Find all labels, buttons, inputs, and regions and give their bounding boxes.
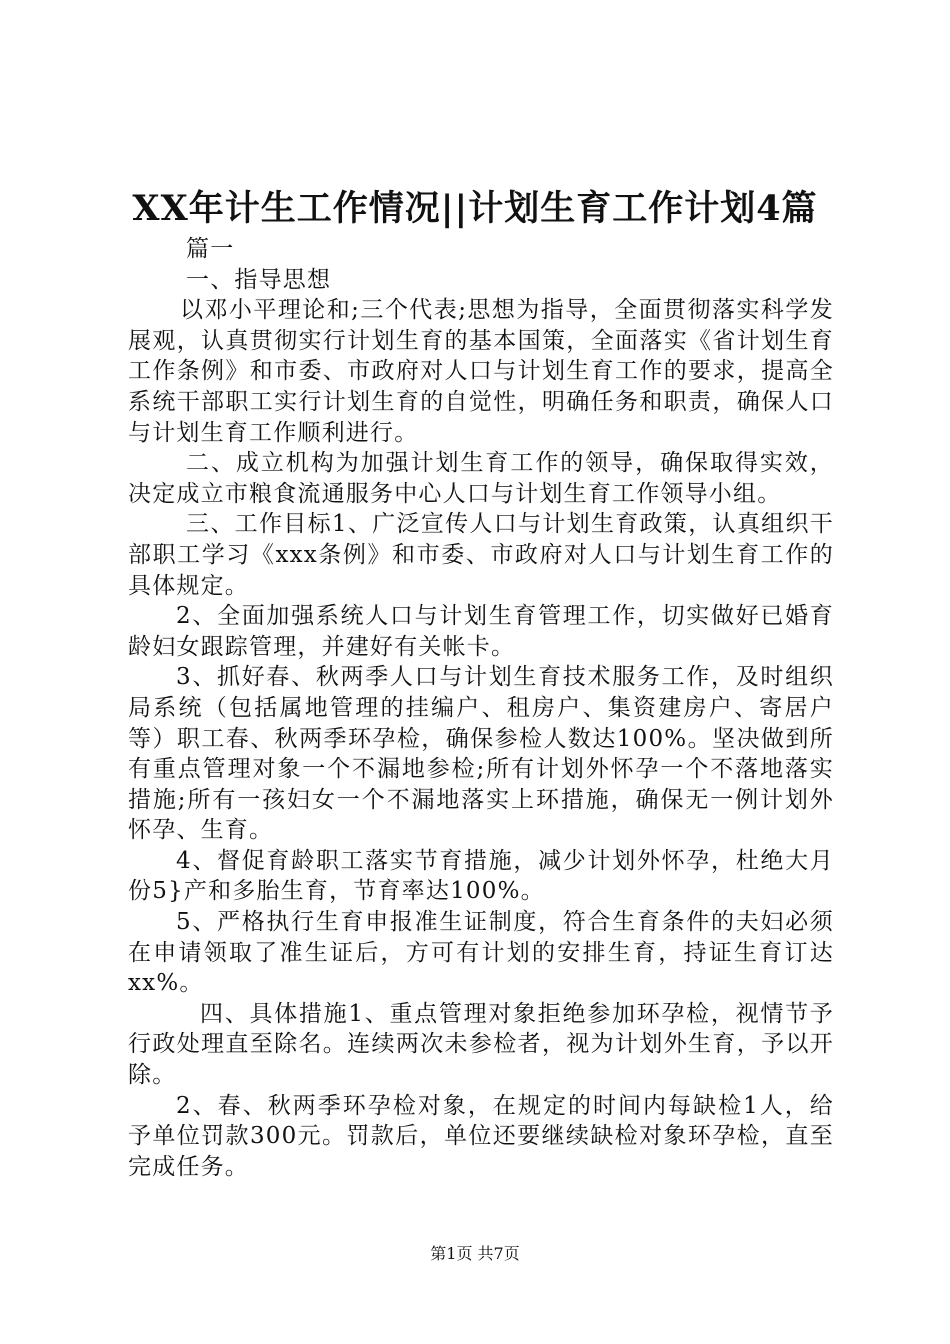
- paragraph: 二、成立机构为加强计划生育工作的领导，确保取得实效，决定成立市粮食流通服务中心人口与计划生育工作领导小组。: [128, 450, 834, 507]
- paragraph: 3、抓好春、秋两季人口与计划生育技术服务工作，及时组织局系统（包括属地管理的挂编户、租房户、集资建房户、寄居户等）职工春、秋两季环孕检，确保参检人数达100%。坚决做到所有重点管理对象一个不漏地参检;所有计划外怀孕一个不落地落实措施;所有一孩妇女一个不漏地落实上环措施，确保无一例计划外怀孕、生育。: [128, 664, 834, 844]
- paragraph: 四、具体措施1、重点管理对象拒绝参加环孕检，视情节予行政处理直至除名。连续两次未参检者，视为计划外生育，予以开除。: [128, 1000, 834, 1089]
- paragraph: 以邓小平理论和;三个代表;思想为指导，全面贯彻落实科学发展观，认真贯彻实行计划生育的基本国策，全面落实《省计划生育工作条例》和市委、市政府对人口与计划生育工作的要求，提高全系统干部职工实行计划生育的自觉性，明确任务和职责，确保人口与计划生育工作顺利进行。: [128, 297, 834, 446]
- page-footer: 第1页 共7页: [430, 1244, 520, 1263]
- subsection-heading: 一、指导思想: [186, 266, 332, 293]
- paragraph: 三、工作目标1、广泛宣传人口与计划生育政策，认真组织干部职工学习《xxx条例》和市委、市政府对人口与计划生育工作的具体规定。: [128, 511, 834, 599]
- paragraph: 2、全面加强系统人口与计划生育管理工作，切实做好已婚育龄妇女跟踪管理，并建好有关帐卡。: [128, 603, 834, 660]
- document-title: XX年计生工作情况||计划生育工作计划4篇: [132, 188, 818, 229]
- paragraph: 5、严格执行生育申报准生证制度，符合生育条件的夫妇必须在申请领取了准生证后，方可有计划的安排生育，持证生育订达xx%。: [128, 909, 834, 997]
- section-heading: 篇一: [186, 236, 235, 262]
- paragraph: 2、春、秋两季环孕检对象，在规定的时间内每缺检1人，给予单位罚款300元。罚款后，单位还要继续缺检对象环孕检，直至完成任务。: [128, 1092, 834, 1180]
- paragraph: 4、督促育龄职工落实节育措施，减少计划外怀孕，杜绝大月份5}产和多胎生育，节育率达100%。: [128, 847, 834, 905]
- document-body: [128, 234, 834, 1182]
